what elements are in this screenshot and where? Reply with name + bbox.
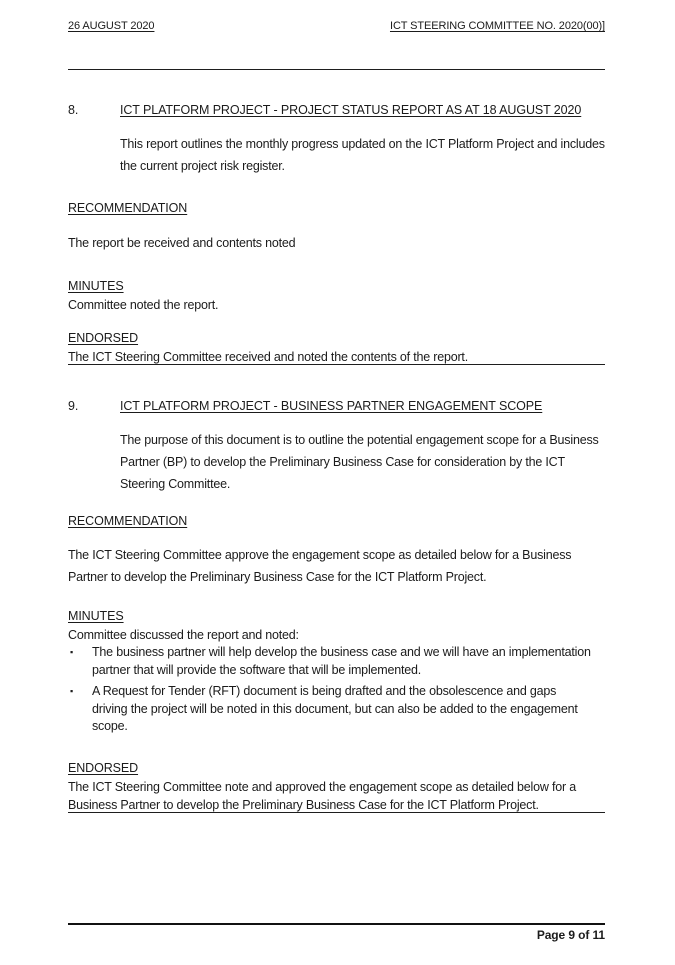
section-8-recommendation-label: RECOMMENDATION xyxy=(68,201,188,215)
section-9-recommendation-text: The ICT Steering Committee approve the engagement scope as detailed below for a Business Partner to develop the Preliminary Business Case for the ICT Platform Project. xyxy=(68,548,572,584)
section-8-heading xyxy=(68,103,605,117)
square-bullet-icon: ▪ xyxy=(70,647,73,657)
header-reference: ICT STEERING COMMITTEE NO. 2020(00)] xyxy=(389,20,605,32)
section-8-endorsed-label: ENDORSED xyxy=(68,331,139,345)
section-9-minutes-intro: Committee discussed the report and noted: xyxy=(68,628,299,642)
page-number: Page 9 of 11 xyxy=(536,928,605,942)
section-8-minutes-text: Committee noted the report. xyxy=(68,298,219,312)
section-8-number: 8. xyxy=(68,103,79,117)
bullet-item xyxy=(68,683,592,736)
section-end-rule xyxy=(68,812,605,813)
bullet-text: The business partner will help develop the business case and we will have an implementation partner that will provide the software that will be implemented. xyxy=(92,645,591,677)
section-divider-rule xyxy=(68,364,605,365)
section-9-number: 9. xyxy=(68,399,79,413)
section-9-minutes-label: MINUTES xyxy=(68,609,124,623)
section-9-endorsed-label: ENDORSED xyxy=(68,761,139,775)
bullet-text: A Request for Tender (RFT) document is being drafted and the obsolescence and gaps driving the project will be noted in this document, but can also be added to the engagement scope. xyxy=(92,684,578,733)
section-9-minutes-bullets xyxy=(68,644,605,740)
section-8-recommendation-text: The report be received and contents noted xyxy=(68,236,296,250)
section-8-title: ICT PLATFORM PROJECT - PROJECT STATUS REPORT AS AT 18 AUGUST 2020 xyxy=(120,103,582,117)
square-bullet-icon: ▪ xyxy=(70,686,73,696)
header-date: 26 AUGUST 2020 xyxy=(68,20,155,32)
section-9-title: ICT PLATFORM PROJECT - BUSINESS PARTNER ENGAGEMENT SCOPE xyxy=(120,399,543,413)
section-8-endorsed-text: The ICT Steering Committee received and noted the contents of the report. xyxy=(68,350,468,364)
section-8-intro: This report outlines the monthly progress updated on the ICT Platform Project and includes the current project risk register. xyxy=(120,137,605,173)
section-9-endorsed-text: The ICT Steering Committee note and approved the engagement scope as detailed below for a Business Partner to develop the Preliminary Business Case for the ICT Platform Project. xyxy=(68,780,576,812)
bullet-item xyxy=(68,644,592,679)
section-9-recommendation-label: RECOMMENDATION xyxy=(68,514,188,528)
header-rule xyxy=(68,69,605,70)
section-9-intro: The purpose of this document is to outline the potential engagement scope for a Business Partner (BP) to develop the Preliminary Business Case for consideration by the ICT Steering Committee. xyxy=(120,433,599,491)
section-8-minutes-label: MINUTES xyxy=(68,279,124,293)
footer-rule xyxy=(68,923,605,925)
section-9-heading xyxy=(68,399,605,413)
